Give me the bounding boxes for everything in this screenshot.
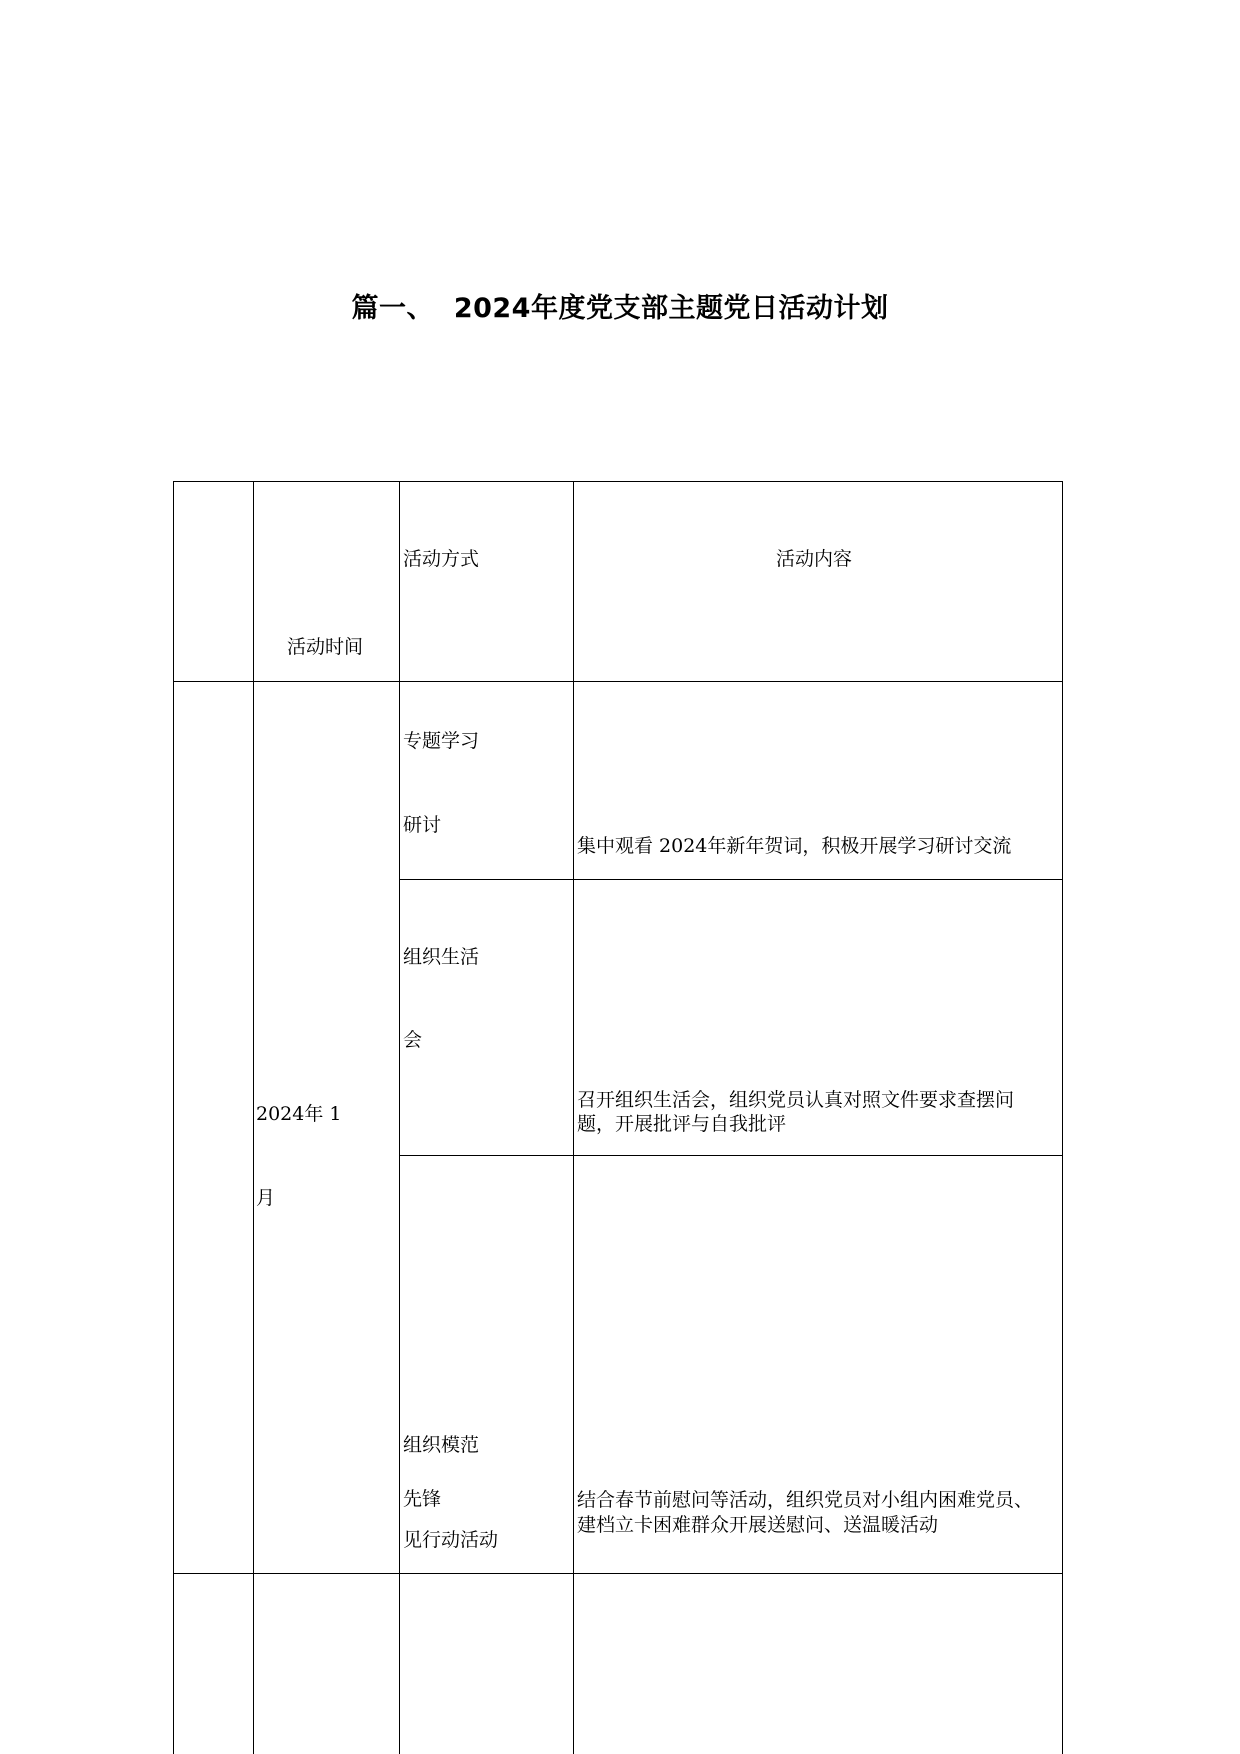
row-divider-1 [399, 879, 1063, 880]
row3-method-line-2: 先锋 [403, 1488, 442, 1510]
table-border-right [1062, 481, 1063, 1754]
table-header-divider [173, 681, 1063, 682]
header-time: 活动时间 [287, 636, 364, 658]
col-divider-3 [573, 481, 574, 1754]
month-time-line-1: 2024年 1 [256, 1103, 342, 1125]
table-border-left [173, 481, 174, 1754]
row3-content-line-1: 结合春节前慰问等活动，组织党员对小组内困难党员、 [577, 1489, 1034, 1511]
page-title: 篇一、 2024年度党支部主题党日活动计划 [351, 293, 889, 324]
row3-method-line-3: 见行动活动 [403, 1529, 499, 1551]
row1-method-line-2: 研讨 [403, 814, 442, 836]
row2-content-line-1: 召开组织生活会，组织党员认真对照文件要求查摆问 [577, 1089, 1015, 1111]
row3-method-line-1: 组织模范 [403, 1434, 480, 1456]
row1-method-line-1: 专题学习 [403, 730, 480, 752]
month-block-divider [173, 1573, 1063, 1574]
col-divider-2 [399, 481, 400, 1754]
row2-content-line-2: 题，开展批评与自我批评 [577, 1113, 787, 1135]
row2-method-line-2: 会 [403, 1029, 423, 1051]
row3-content-line-2: 建档立卡困难群众开展送慰问、送温暖活动 [577, 1514, 939, 1536]
row2-method-line-1: 组织生活 [403, 946, 480, 968]
table-border-top [173, 481, 1063, 482]
row1-content-line-1: 集中观看 2024年新年贺词，积极开展学习研讨交流 [577, 835, 1012, 857]
header-content: 活动内容 [776, 548, 853, 570]
header-method: 活动方式 [403, 548, 480, 570]
row-divider-2 [399, 1155, 1063, 1156]
month-time-line-2: 月 [256, 1187, 276, 1209]
col-divider-1 [253, 481, 254, 1754]
